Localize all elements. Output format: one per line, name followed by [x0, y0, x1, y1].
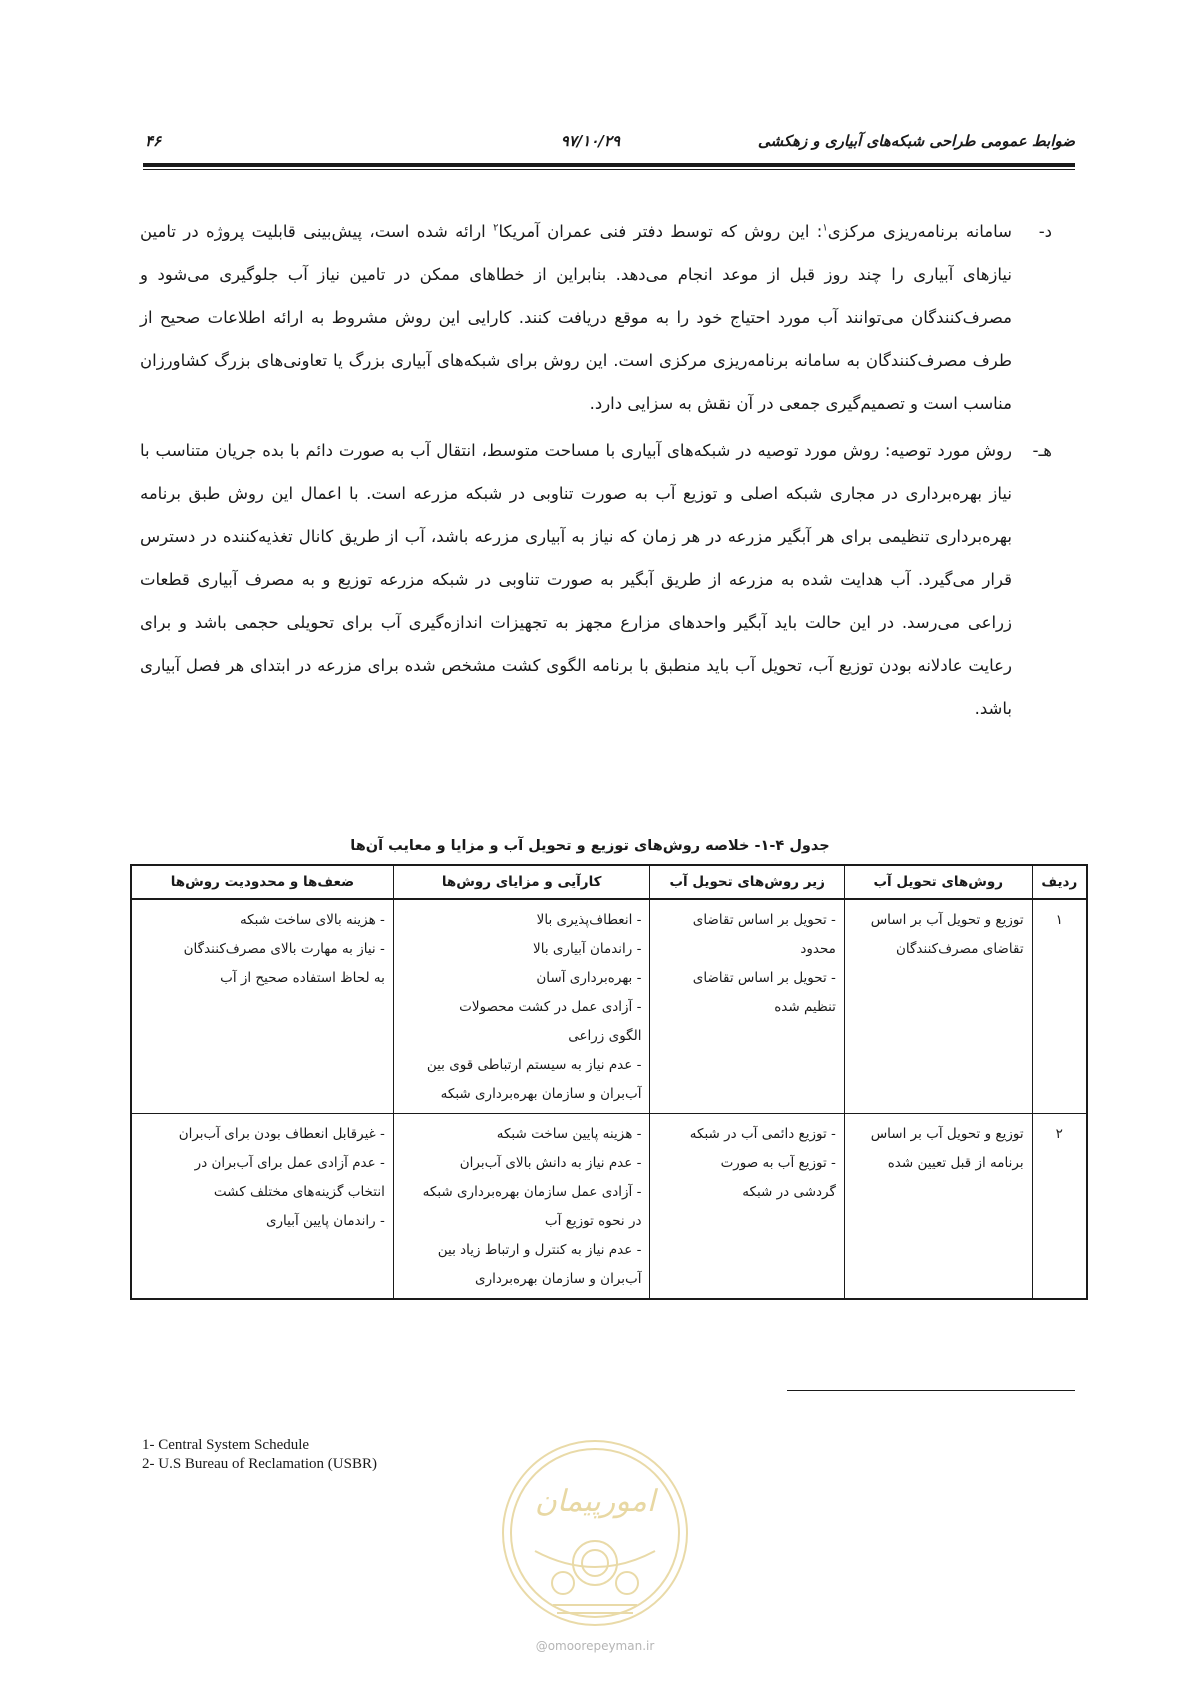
limitations-cell	[131, 1114, 393, 1300]
cell-line: - هزینه بالای ساخت شبکه	[239, 912, 385, 928]
cell-line: - هزینه پایین ساخت شبکه	[496, 1126, 642, 1142]
advantages-cell	[393, 1114, 650, 1300]
cell-line: توزیع و تحویل آب بر اساس	[870, 912, 1024, 928]
sub-method-cell	[650, 899, 844, 1114]
footnotes	[142, 1436, 377, 1474]
header-limitations: ضعف‌ها و محدودیت روش‌ها	[131, 865, 393, 899]
advantages-cell	[393, 899, 650, 1114]
cell-line: - غیرقابل انعطاف بودن برای آب‌بران	[178, 1126, 385, 1142]
item-marker: هـ-	[1032, 441, 1052, 460]
paragraph-text: ارائه شده است، پیش‌بینی قابلیت پروژه در تامین نیازهای آبیاری را چند روز قبل از موعد انجام می‌دهد. بنابراین از خطاهای ممکن در تامین نیاز آب جلوگیری می‌شود و مصرف‌کنندگان می‌توانند آب مورد احتیاج خود را به موقع دریافت کنند. کارایی این روش مشروط به ارائه اطلاعات صحیح از طرف مصرف‌کنندگان به سامانه برنامه‌ریزی مرکزی است. این روش برای شبکه‌های آبیاری بزرگ یا تعاونی‌های بزرگ کشاورزان مناسب است و تصمیم‌گیری جمعی در آن نقش به سزایی دارد.	[140, 222, 1012, 413]
cell-line: در نحوه توزیع آب	[544, 1213, 642, 1229]
header-delivery-methods: روش‌های تحویل آب	[844, 865, 1032, 899]
cell-line: - راندمان آبیاری بالا	[533, 941, 642, 957]
watermark-logo	[495, 1433, 695, 1668]
header-row-number: ردیف	[1032, 865, 1087, 899]
row-number: ۱	[1032, 899, 1087, 1114]
cell-line: الگوی زراعی	[568, 1028, 642, 1044]
document-title: ضوابط عمومی طراحی شبکه‌های آبیاری و زهکشی	[757, 132, 1075, 150]
table-row	[131, 1114, 1087, 1300]
page-header	[145, 128, 1075, 156]
cell-line: - توزیع دائمی آب در شبکه	[689, 1126, 836, 1142]
table-caption: جدول ۴-۱- خلاصه روش‌های توزیع و تحویل آب و مزایا و معایب آن‌ها	[350, 838, 830, 854]
body-text	[140, 210, 1052, 734]
method-cell	[844, 1114, 1032, 1300]
watermark-logo-text: امورپیمان	[534, 1484, 656, 1519]
footnote-item: 2- U.S Bureau of Reclamation (USBR)	[142, 1456, 377, 1472]
limitations-cell	[131, 899, 393, 1114]
cell-line: تقاضای مصرف‌کنندگان	[895, 941, 1024, 957]
watermark-seal-icon	[495, 1433, 695, 1633]
footnote-item: 1- Central System Schedule	[142, 1437, 310, 1453]
paragraph-text: : این روش که توسط دفتر فنی عمران آمریکا	[498, 222, 823, 241]
table-row	[131, 899, 1087, 1114]
sub-method-cell	[650, 1114, 844, 1300]
page-number: ۴۶	[145, 132, 162, 150]
cell-line: - تحویل بر اساس تقاضای	[692, 970, 836, 986]
paragraph-lead: سامانه برنامه‌ریزی مرکزی	[827, 222, 1012, 241]
paragraph-text: روش مورد توصیه: روش مورد توصیه در شبکه‌های آبیاری با مساحت متوسط، انتقال آب به صورت دائم با بده جریان متناسب با نیاز بهره‌برداری در مجاری شبکه اصلی و توزیع آب به صورت تناوبی در شبکه مزرعه است. با اعمال این روش طبق برنامه بهره‌برداری تنظیمی برای هر آبگیر مزرعه در هر زمان که نیاز به آبیاری مزرعه باشد، آب از طریق کانال تغذیه‌کننده در دسترس قرار می‌گیرد. آب هدایت شده به مزرعه از طریق آبگیر به صورت تناوبی در شبکه مزرعه توزیع و به مصرف آبیاری قطعات زراعی می‌رسد. در این حالت باید آبگیر واحدهای مزارع مجهز به تجهیزات اندازه‌گیری آب برای تحویلی حجمی باشد و برای رعایت عادلانه بودن توزیع آب، تحویل آب باید منطبق با برنامه الگوی کشت مشخص شده برای مزرعه در ابتدای هر فصل آبیاری باشد.	[140, 441, 1012, 718]
cell-line: - آزادی عمل در کشت محصولات	[459, 999, 642, 1015]
cell-line: - بهره‌برداری آسان	[536, 970, 642, 986]
cell-line: - توزیع آب به صورت	[720, 1155, 836, 1171]
cell-line: توزیع و تحویل آب بر اساس	[870, 1126, 1024, 1142]
cell-line: - عدم آزادی عمل برای آب‌بران در	[194, 1155, 385, 1171]
summary-table	[130, 864, 1088, 1300]
cell-line: محدود	[800, 941, 836, 957]
cell-line: - نیاز به مهارت بالای مصرف‌کنندگان	[183, 941, 385, 957]
header-sub-methods: زیر روش‌های تحویل آب	[650, 865, 844, 899]
footnote-separator	[787, 1390, 1075, 1391]
document-date: ۹۷/۱۰/۲۹	[560, 132, 620, 150]
item-marker: د-	[1038, 222, 1052, 241]
cell-line: - راندمان پایین آبیاری	[265, 1213, 385, 1229]
cell-line: آب‌بران و سازمان بهره‌برداری	[475, 1271, 642, 1287]
paragraph-item-h	[140, 429, 1052, 730]
watermark-site: @omoorepeyman.ir	[535, 1639, 655, 1653]
table-header-row	[131, 865, 1087, 899]
cell-line: تنظیم شده	[774, 999, 836, 1015]
cell-line: - عدم نیاز به سیستم ارتباطی قوی بین	[426, 1057, 642, 1073]
cell-line: انتخاب گزینه‌های مختلف کشت	[213, 1184, 385, 1200]
method-cell	[844, 899, 1032, 1114]
footnote-ref[interactable]: ۱	[822, 222, 828, 234]
header-rule-thin	[143, 169, 1075, 170]
row-number: ۲	[1032, 1114, 1087, 1300]
header-rule-thick	[143, 163, 1075, 167]
cell-line: - آزادی عمل سازمان بهره‌برداری شبکه	[422, 1184, 642, 1200]
cell-line: - تحویل بر اساس تقاضای	[692, 912, 836, 928]
cell-line: گردشی در شبکه	[742, 1184, 836, 1200]
cell-line: - انعطاف‌پذیری بالا	[536, 912, 642, 928]
header-advantages: کارآیی و مزایای روش‌ها	[393, 865, 650, 899]
cell-line: به لحاظ استفاده صحیح از آب	[220, 970, 385, 986]
cell-line: برنامه از قبل تعیین شده	[887, 1155, 1024, 1171]
cell-line: - عدم نیاز به دانش بالای آب‌بران	[459, 1155, 642, 1171]
footnote-ref[interactable]: ۲	[493, 222, 499, 234]
paragraph-item-d	[140, 210, 1052, 425]
cell-line: - عدم نیاز به کنترل و ارتباط زیاد بین	[437, 1242, 642, 1258]
cell-line: آب‌بران و سازمان بهره‌برداری شبکه	[440, 1086, 642, 1102]
